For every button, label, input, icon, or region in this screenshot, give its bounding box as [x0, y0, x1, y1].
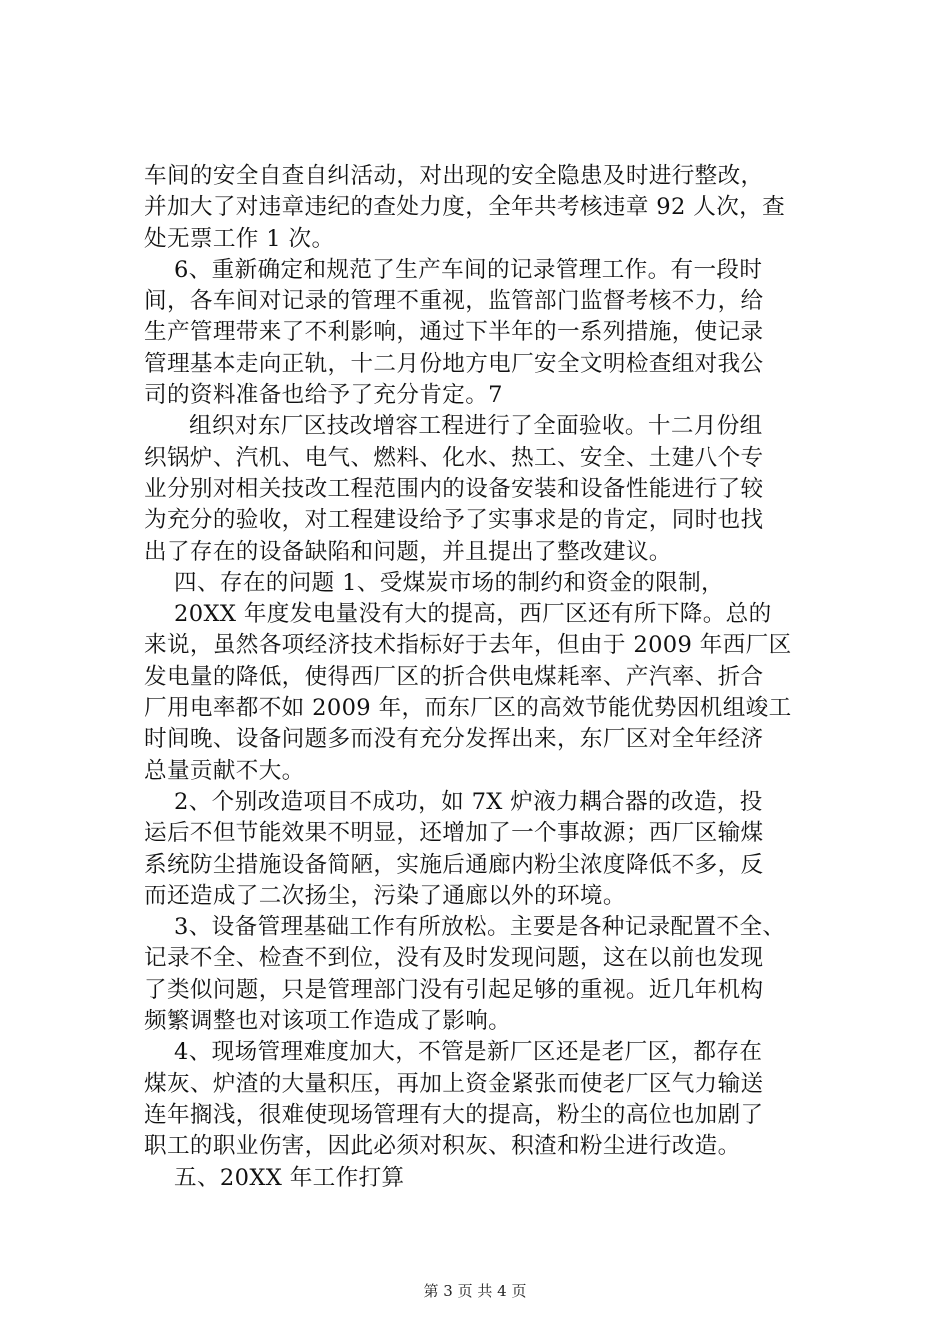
paragraph-line: 司的资料准备也给予了充分肯定。7: [144, 382, 503, 409]
paragraph-line: 而还造成了二次扬尘，污染了通廊以外的环境。: [144, 882, 626, 909]
paragraph-line: 组织对东厂区技改增容工程进行了全面验收。十二月份组: [189, 413, 763, 440]
paragraph-line: 6、重新确定和规范了生产车间的记录管理工作。有一段时: [174, 256, 763, 283]
paragraph-line: 并加大了对违章违纪的查处力度，全年共考核违章 92 人次，查: [144, 194, 786, 221]
paragraph-line: 处无票工作 1 次。: [144, 225, 335, 252]
paragraph-line: 运后不但节能效果不明显，还增加了一个事故源；西厂区输煤: [144, 820, 764, 847]
paragraph-line: 3、设备管理基础工作有所放松。主要是各种记录配置不全、: [174, 914, 786, 941]
paragraph-line: 记录不全、检查不到位，没有及时发现问题，这在以前也发现: [144, 945, 764, 972]
paragraph-line: 出了存在的设备缺陷和问题，并且提出了整改建议。: [144, 538, 672, 565]
paragraph-line: 业分别对相关技改工程范围内的设备安装和设备性能进行了较: [144, 475, 764, 502]
paragraph-line: 总量贡献不大。: [144, 757, 305, 784]
paragraph-line: 4、现场管理难度加大，不管是新厂区还是老厂区，都存在: [174, 1039, 763, 1066]
paragraph-line: 煤灰、炉渣的大量积压，再加上资金紧张而使老厂区气力输送: [144, 1070, 764, 1097]
paragraph-line: 发电量的降低，使得西厂区的折合供电煤耗率、产汽率、折合: [144, 663, 764, 690]
page-number: 第 3 页 共 4 页: [423, 1282, 527, 1300]
paragraph-line: 2、个别改造项目不成功，如 7X 炉液力耦合器的改造，投: [174, 788, 763, 815]
paragraph-line: 为充分的验收，对工程建设给予了实事求是的肯定，同时也找: [144, 507, 764, 534]
paragraph-line: 厂用电率都不如 2009 年，而东厂区的高效节能优势因机组竣工: [144, 695, 792, 722]
section-heading: 五、20XX 年工作打算: [174, 1164, 405, 1191]
paragraph-line: 车间的安全自查自纠活动，对出现的安全隐患及时进行整改，: [144, 163, 764, 189]
document-body: [144, 161, 834, 1194]
paragraph-line: 职工的职业伤害，因此必须对积灰、积渣和粉尘进行改造。: [144, 1133, 741, 1160]
paragraph-line: 时间晚、设备问题多而没有充分发挥出来，东厂区对全年经济: [144, 726, 764, 753]
paragraph-line: 生产管理带来了不利影响，通过下半年的一系列措施，使记录: [144, 319, 764, 346]
paragraph-line: 20XX 年度发电量没有大的提高，西厂区还有所下降。总的: [174, 601, 772, 628]
paragraph-line: 频繁调整也对该项工作造成了影响。: [144, 1008, 512, 1035]
paragraph-line: 间，各车间对记录的管理不重视，监管部门监督考核不力，给: [144, 288, 764, 315]
section-heading: 四、存在的问题 1、受煤炭市场的制约和资金的限制，: [174, 569, 724, 596]
paragraph-line: 系统防尘措施设备简陋，实施后通廊内粉尘浓度降低不多，反: [144, 851, 764, 878]
paragraph-line: 连年搁浅，很难使现场管理有大的提高，粉尘的高位也加剧了: [144, 1101, 764, 1128]
paragraph-line: 织锅炉、汽机、电气、燃料、化水、热工、安全、土建八个专: [144, 444, 764, 471]
paragraph-line: 管理基本走向正轨，十二月份地方电厂安全文明检查组对我公: [144, 350, 764, 377]
paragraph-line: 了类似问题，只是管理部门没有引起足够的重视。近几年机构: [144, 976, 764, 1003]
paragraph-line: 来说，虽然各项经济技术指标好于去年，但由于 2009 年西厂区: [144, 632, 792, 659]
